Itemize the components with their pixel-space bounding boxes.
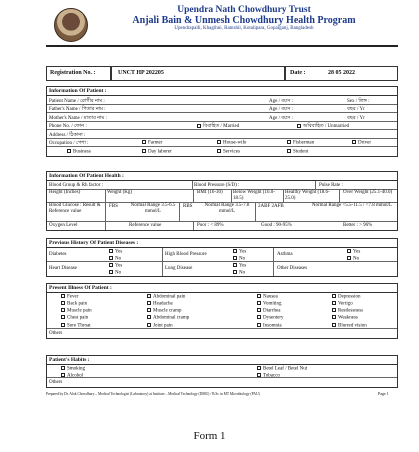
habit-others[interactable]: Others xyxy=(49,379,63,385)
illness-back-pain: Back pain xyxy=(61,301,92,308)
weight-label[interactable]: Weight (Kg) xyxy=(107,190,133,195)
father-yr: বছর / Yr xyxy=(347,107,365,112)
occ-farmer[interactable]: Farmer xyxy=(142,140,162,146)
twohabf-range: Normal Range <5.5-11.5 / <7.8 mmol/L xyxy=(311,203,393,208)
blood-glucose-label: Blood Glucose : Result & Reference value xyxy=(49,203,101,214)
history-heart: Heart Disease xyxy=(49,266,77,271)
patient-info-title: Information Of Patient : xyxy=(47,87,397,96)
illness-diarrhea: Diarrhea xyxy=(257,308,284,315)
registration-row xyxy=(46,66,398,81)
illness-col-3[interactable] xyxy=(257,294,284,330)
bp-label[interactable]: Blood Pressure (S/D) : xyxy=(194,182,240,188)
history-diabetes: Diabetes xyxy=(49,252,67,257)
mother-age-label[interactable]: Age / বয়স : xyxy=(269,115,293,121)
illness-depression: Depression xyxy=(332,294,367,301)
history-other[interactable]: Other Diseases xyxy=(277,266,308,271)
patient-info-section xyxy=(46,86,398,157)
illness-joint-pain: Joint pain xyxy=(147,323,189,330)
illness-headache: Headache xyxy=(147,301,189,308)
illness-nausea: Nausea xyxy=(257,294,284,301)
health-info-section xyxy=(46,171,398,231)
oxygen-ref-label: Reference value xyxy=(129,223,162,228)
address-label[interactable]: Address / ঠিকানা : xyxy=(49,132,86,138)
illness-abdominal-pain: Abdominal pain xyxy=(147,294,189,301)
occ-student[interactable]: Student xyxy=(287,149,308,155)
sex-label[interactable]: Sex / লিঙ্গ : xyxy=(347,98,370,104)
date-value[interactable]: 28 05 2022 xyxy=(328,70,355,76)
reg-label: Registration No. : xyxy=(50,70,96,76)
illness-muscle-cramp: Muscle cramp xyxy=(147,308,189,315)
illness-blurred-vision: Blurred vision xyxy=(332,323,367,330)
below-weight-label: Below Weight (16.0-18.5) xyxy=(233,190,275,201)
illness-fever: Fever xyxy=(61,294,92,301)
org-title: Upendra Nath Chowdhury Trust xyxy=(177,5,311,15)
oxygen-poor: Poor : < 89% xyxy=(197,223,224,228)
pulse-label[interactable]: Pulse Rate : xyxy=(319,182,343,188)
illness-others[interactable]: Others xyxy=(49,330,63,336)
married-checkbox[interactable]: বিবাহিত / Married xyxy=(197,123,239,131)
over-weight-label: Over Weight (25.1-40.0) xyxy=(343,190,393,195)
date-label: Date : xyxy=(290,70,306,76)
illness-abdominal-cramp: Abdominal cramp xyxy=(147,315,189,322)
illness-sore-throat: Sore Throat xyxy=(61,323,92,330)
healthy-weight-label: Healthy Weight (18.6-25.0) xyxy=(285,190,330,201)
habit-tobacco: Tobacco xyxy=(257,373,307,380)
illness-col-2[interactable] xyxy=(147,294,189,330)
illness-vomiting: Vomiting xyxy=(257,301,284,308)
occ-fisherman[interactable]: Fisherman xyxy=(287,140,314,146)
oxygen-better: Better : > 96% xyxy=(343,223,373,228)
bmi-label[interactable]: BMI (16-30) xyxy=(197,190,223,195)
occ-business[interactable]: Business xyxy=(67,149,91,155)
program-title: Anjali Bain & Unmesh Chowdhury Health Program xyxy=(132,14,356,26)
rbs-label[interactable]: RBS xyxy=(183,204,193,209)
page-number: Page 1 xyxy=(378,391,389,396)
asthma-yes-no[interactable]: Yes No xyxy=(347,249,360,262)
illness-dysentery: Dysentery xyxy=(257,315,284,322)
habit-smoking: Smoking xyxy=(61,366,85,373)
patient-name-label[interactable]: Patient Name / রোগীর নাম : xyxy=(49,98,105,104)
org-address: Upendrapalli, Khagihni, Ramshil, Kotalipara, Gopalganj, Bangladesh xyxy=(174,26,314,32)
habits-title: Patient's Habits : xyxy=(47,356,397,365)
illness-vertigo: Vertigo xyxy=(332,301,367,308)
occupation-label: Occupation / পেশা : xyxy=(49,141,89,146)
prepared-by: Prepared by Dr. Alok Chowdhury – Medical Technologist (Laboratory) at Institute – Medical Technology (DMU) / B.Sc in MT Microbiology (PAU) xyxy=(46,392,260,396)
mother-yr: বছর / Yr xyxy=(347,115,365,121)
history-lung: Lung Disease xyxy=(165,266,193,271)
present-illness-title: Present Illness Of Patient : xyxy=(47,284,397,293)
history-asthma: Asthma xyxy=(277,252,293,257)
unmarried-checkbox[interactable]: অবিবাহিত / Unmarried xyxy=(297,123,349,131)
phone-label[interactable]: Phone No. / ফোন : xyxy=(49,124,87,129)
history-section xyxy=(46,238,398,277)
occ-day-laborer[interactable]: Day laborer xyxy=(142,149,172,155)
blood-group-label[interactable]: Blood Group & Rh factor : xyxy=(49,182,104,188)
mother-name-label[interactable]: Mother's Name / মাতার নাম : xyxy=(49,115,107,121)
illness-chest-pain: Chest pain xyxy=(61,315,92,322)
lung-yes-no[interactable]: Yes No xyxy=(233,263,246,276)
oxygen-label[interactable]: Oxygen Level xyxy=(49,223,78,228)
habit-betel: Betel Leaf / Betel Nut xyxy=(257,366,307,373)
father-age-label[interactable]: Age / বয়স : xyxy=(269,107,293,112)
illness-restlessness: Restlessness xyxy=(332,308,367,315)
occ-services[interactable]: Services xyxy=(217,149,240,155)
illness-col-4[interactable] xyxy=(332,294,367,330)
org-header xyxy=(94,6,394,32)
heart-yes-no[interactable]: Yes No xyxy=(109,263,122,276)
illness-weakness: Weakness xyxy=(332,315,367,322)
health-info-title: Information Of Patient Health : xyxy=(47,172,397,181)
history-high-bp: High Blood Pressure xyxy=(165,252,207,257)
diabetes-yes-no[interactable]: Yes No xyxy=(109,249,122,262)
figure-caption: Form 1 xyxy=(193,430,226,442)
fbs-label[interactable]: FBS xyxy=(109,204,118,209)
occ-housewife[interactable]: House-wife xyxy=(217,140,246,146)
twohabf-label[interactable]: 2ABF 2AFB xyxy=(258,204,284,209)
high-bp-yes-no[interactable]: Yes No xyxy=(233,249,246,262)
header-rule xyxy=(46,45,398,47)
reg-value[interactable]: UNCT HP 202205 xyxy=(118,70,164,76)
rbs-range: Normal Range 3.5-7.8 mmol/L xyxy=(204,203,250,214)
present-illness-section xyxy=(46,283,398,339)
occ-driver[interactable]: Driver xyxy=(352,140,371,146)
father-name-label[interactable]: Father's Name / পিতার নাম : xyxy=(49,107,106,112)
illness-col-1[interactable] xyxy=(61,294,92,330)
history-title: Previous History Of Patient Diseases : xyxy=(47,239,397,248)
habit-alcohol: Alcohol xyxy=(61,373,85,380)
illness-muscle-pain: Muscle pain xyxy=(61,308,92,315)
age-label[interactable]: Age / বয়স : xyxy=(269,98,293,104)
habits-section xyxy=(46,355,398,388)
fbs-range: Normal Range 3.5-6.5 mmol/L xyxy=(130,203,176,214)
illness-insomnia: Insomnia xyxy=(257,323,284,330)
oxygen-good: Good : 90-95% xyxy=(261,223,292,228)
height-label[interactable]: Height (Inches) xyxy=(49,190,81,195)
trust-logo xyxy=(54,8,88,42)
